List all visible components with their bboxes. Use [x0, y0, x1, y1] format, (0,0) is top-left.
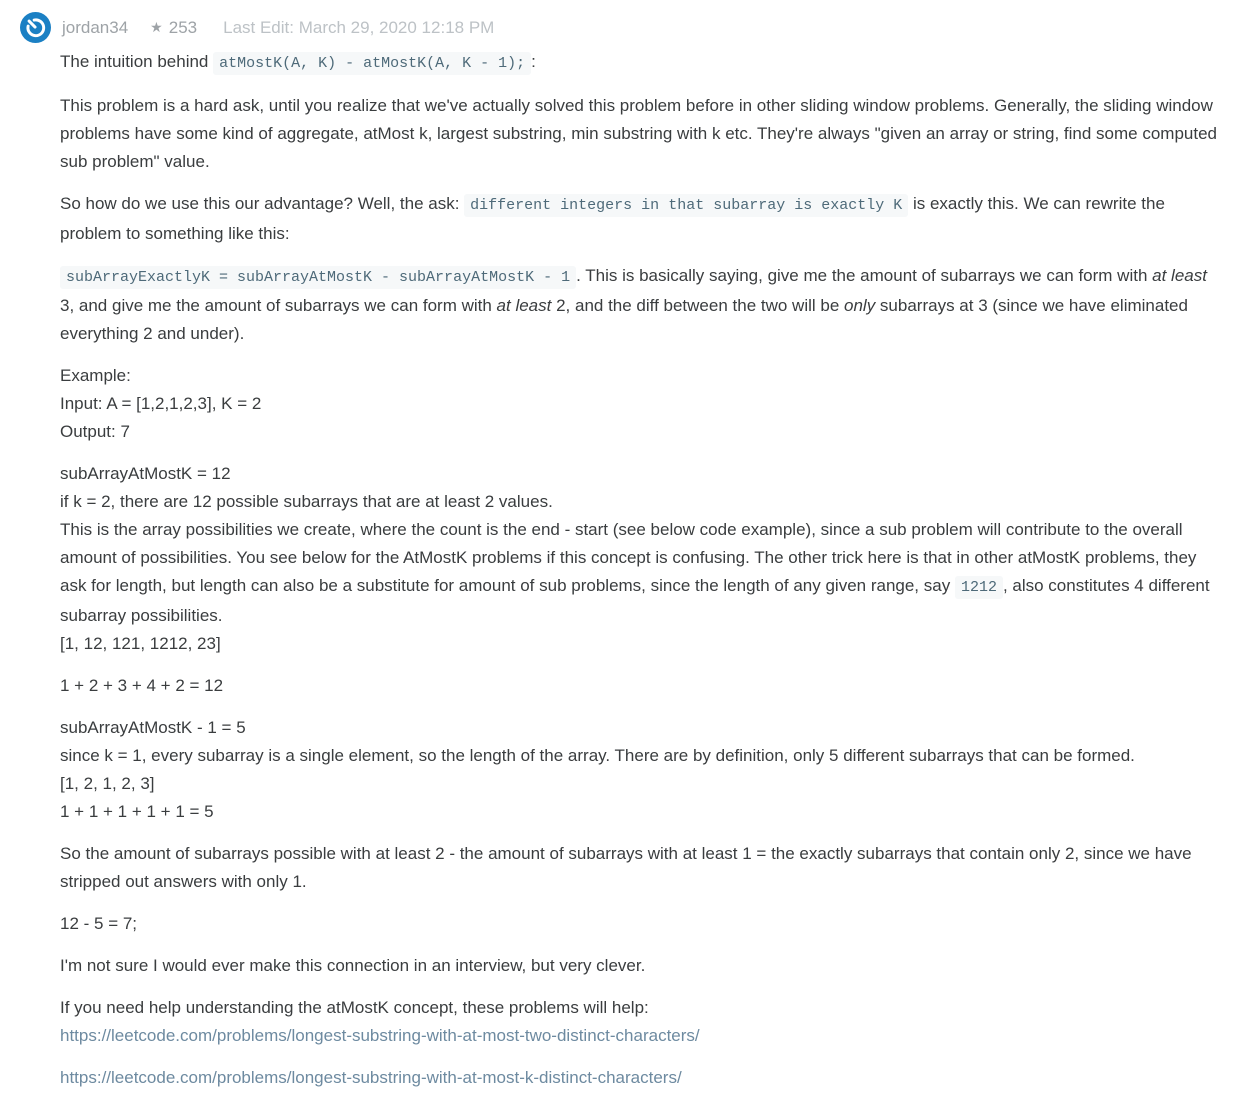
username[interactable]: jordan34 — [62, 17, 129, 37]
paragraph — [60, 910, 1218, 938]
text-run: 12 - 5 = 7; — [60, 914, 138, 933]
inline-code: 1212 — [955, 576, 1003, 599]
text-run: 3, and give me the amount of subarrays we can form with — [60, 296, 497, 315]
text-run: The intuition behind — [60, 52, 214, 71]
text-run: subArrayAtMostK = 12 — [60, 464, 231, 483]
text-run: : — [531, 52, 536, 71]
text-run: since k = 1, every subarray is a single element, so the length of the array. There are by definition, only 5 different subarrays that can be formed. — [60, 746, 1135, 765]
reputation-badge — [150, 18, 197, 38]
text-run: So how do we use this our advantage? Well, the ask: — [60, 194, 465, 213]
paragraph — [60, 92, 1218, 176]
text-run: . This is basically saying, give me the amount of subarrays we can form with — [576, 266, 1153, 285]
text-run: subarrays at 3 (since we have eliminated everything 2 and under). — [60, 296, 1188, 343]
text-run: subArrayAtMostK - 1 = 5 — [60, 718, 246, 737]
text-run: [1, 2, 1, 2, 3] — [60, 774, 155, 793]
paragraph — [60, 190, 1218, 248]
paragraph — [60, 1064, 1218, 1092]
text-run: Output: 7 — [60, 422, 130, 441]
inline-code: atMostK(A, K) - atMostK(A, K - 1); — [213, 52, 531, 75]
paragraph — [60, 48, 1218, 78]
emphasis-text: at least — [496, 296, 552, 315]
paragraph — [60, 262, 1218, 348]
leetcode-problem-link[interactable]: https://leetcode.com/problems/longest-substring-with-at-most-k-distinct-characters/ — [60, 1068, 682, 1087]
text-run: This problem is a hard ask, until you realize that we've actually solved this problem before in other sliding window problems. Generally, the sliding window problems have some kind of aggregate, atMost k, largest substring, min substring with k etc. They're always "given an array or string, find some computed sub problem" value. — [60, 96, 1218, 171]
emphasis-text: only — [844, 296, 876, 315]
emphasis-text: at least — [1152, 266, 1207, 285]
text-run: If you need help understanding the atMostK concept, these problems will help: — [60, 998, 649, 1017]
text-run: if k = 2, there are 12 possible subarrays that are at least 2 values. — [60, 492, 553, 511]
paragraph — [60, 994, 1218, 1050]
text-run: This is the array possibilities we create, where the count is the end - start (see below code example), since a sub problem will contribute to the overall amount of possibilities. You see below for the AtMostK problems if this concept is confusing. The other trick here is that in other atMostK problems, they ask for length, but length can also be a substitute for amount of sub problems, since the length of any given range, say — [60, 520, 1197, 595]
text-run: 1 + 1 + 1 + 1 + 1 = 5 — [60, 802, 214, 821]
last-edit-timestamp: Last Edit: March 29, 2020 12:18 PM — [223, 17, 495, 37]
star-icon: ★ — [150, 19, 163, 35]
text-run: [1, 12, 121, 1212, 23] — [60, 634, 221, 653]
power-icon — [20, 12, 51, 43]
paragraph — [60, 672, 1218, 700]
paragraph — [60, 714, 1218, 826]
text-run: Example: — [60, 366, 131, 385]
paragraph — [60, 952, 1218, 980]
inline-code: subArrayExactlyK = subArrayAtMostK - subArrayAtMostK - 1 — [60, 266, 576, 289]
text-run: I'm not sure I would ever make this connection in an interview, but very clever. — [60, 956, 646, 975]
text-run: 1 + 2 + 3 + 4 + 2 = 12 — [60, 676, 224, 695]
star-count: 253 — [168, 17, 198, 37]
text-run: is exactly this. We can rewrite the problem to something like this: — [60, 194, 1165, 243]
paragraph — [60, 362, 1218, 446]
text-run: 2, and the diff between the two will be — [551, 296, 845, 315]
post-body — [20, 48, 1218, 1092]
paragraph — [60, 840, 1218, 896]
paragraph — [60, 460, 1218, 658]
avatar[interactable] — [20, 12, 51, 43]
text-run: Input: A = [1,2,1,2,3], K = 2 — [60, 394, 262, 413]
inline-code: different integers in that subarray is exactly K — [464, 194, 908, 217]
post-header — [20, 12, 1218, 43]
leetcode-problem-link[interactable]: https://leetcode.com/problems/longest-substring-with-at-most-two-distinct-characters/ — [60, 1026, 700, 1045]
text-run: So the amount of subarrays possible with at least 2 - the amount of subarrays with at least 1 = the exactly subarrays that contain only 2, since we have stripped out answers with only 1. — [60, 844, 1192, 891]
text-run: , also constitutes 4 different subarray possibilities. — [60, 576, 1210, 625]
